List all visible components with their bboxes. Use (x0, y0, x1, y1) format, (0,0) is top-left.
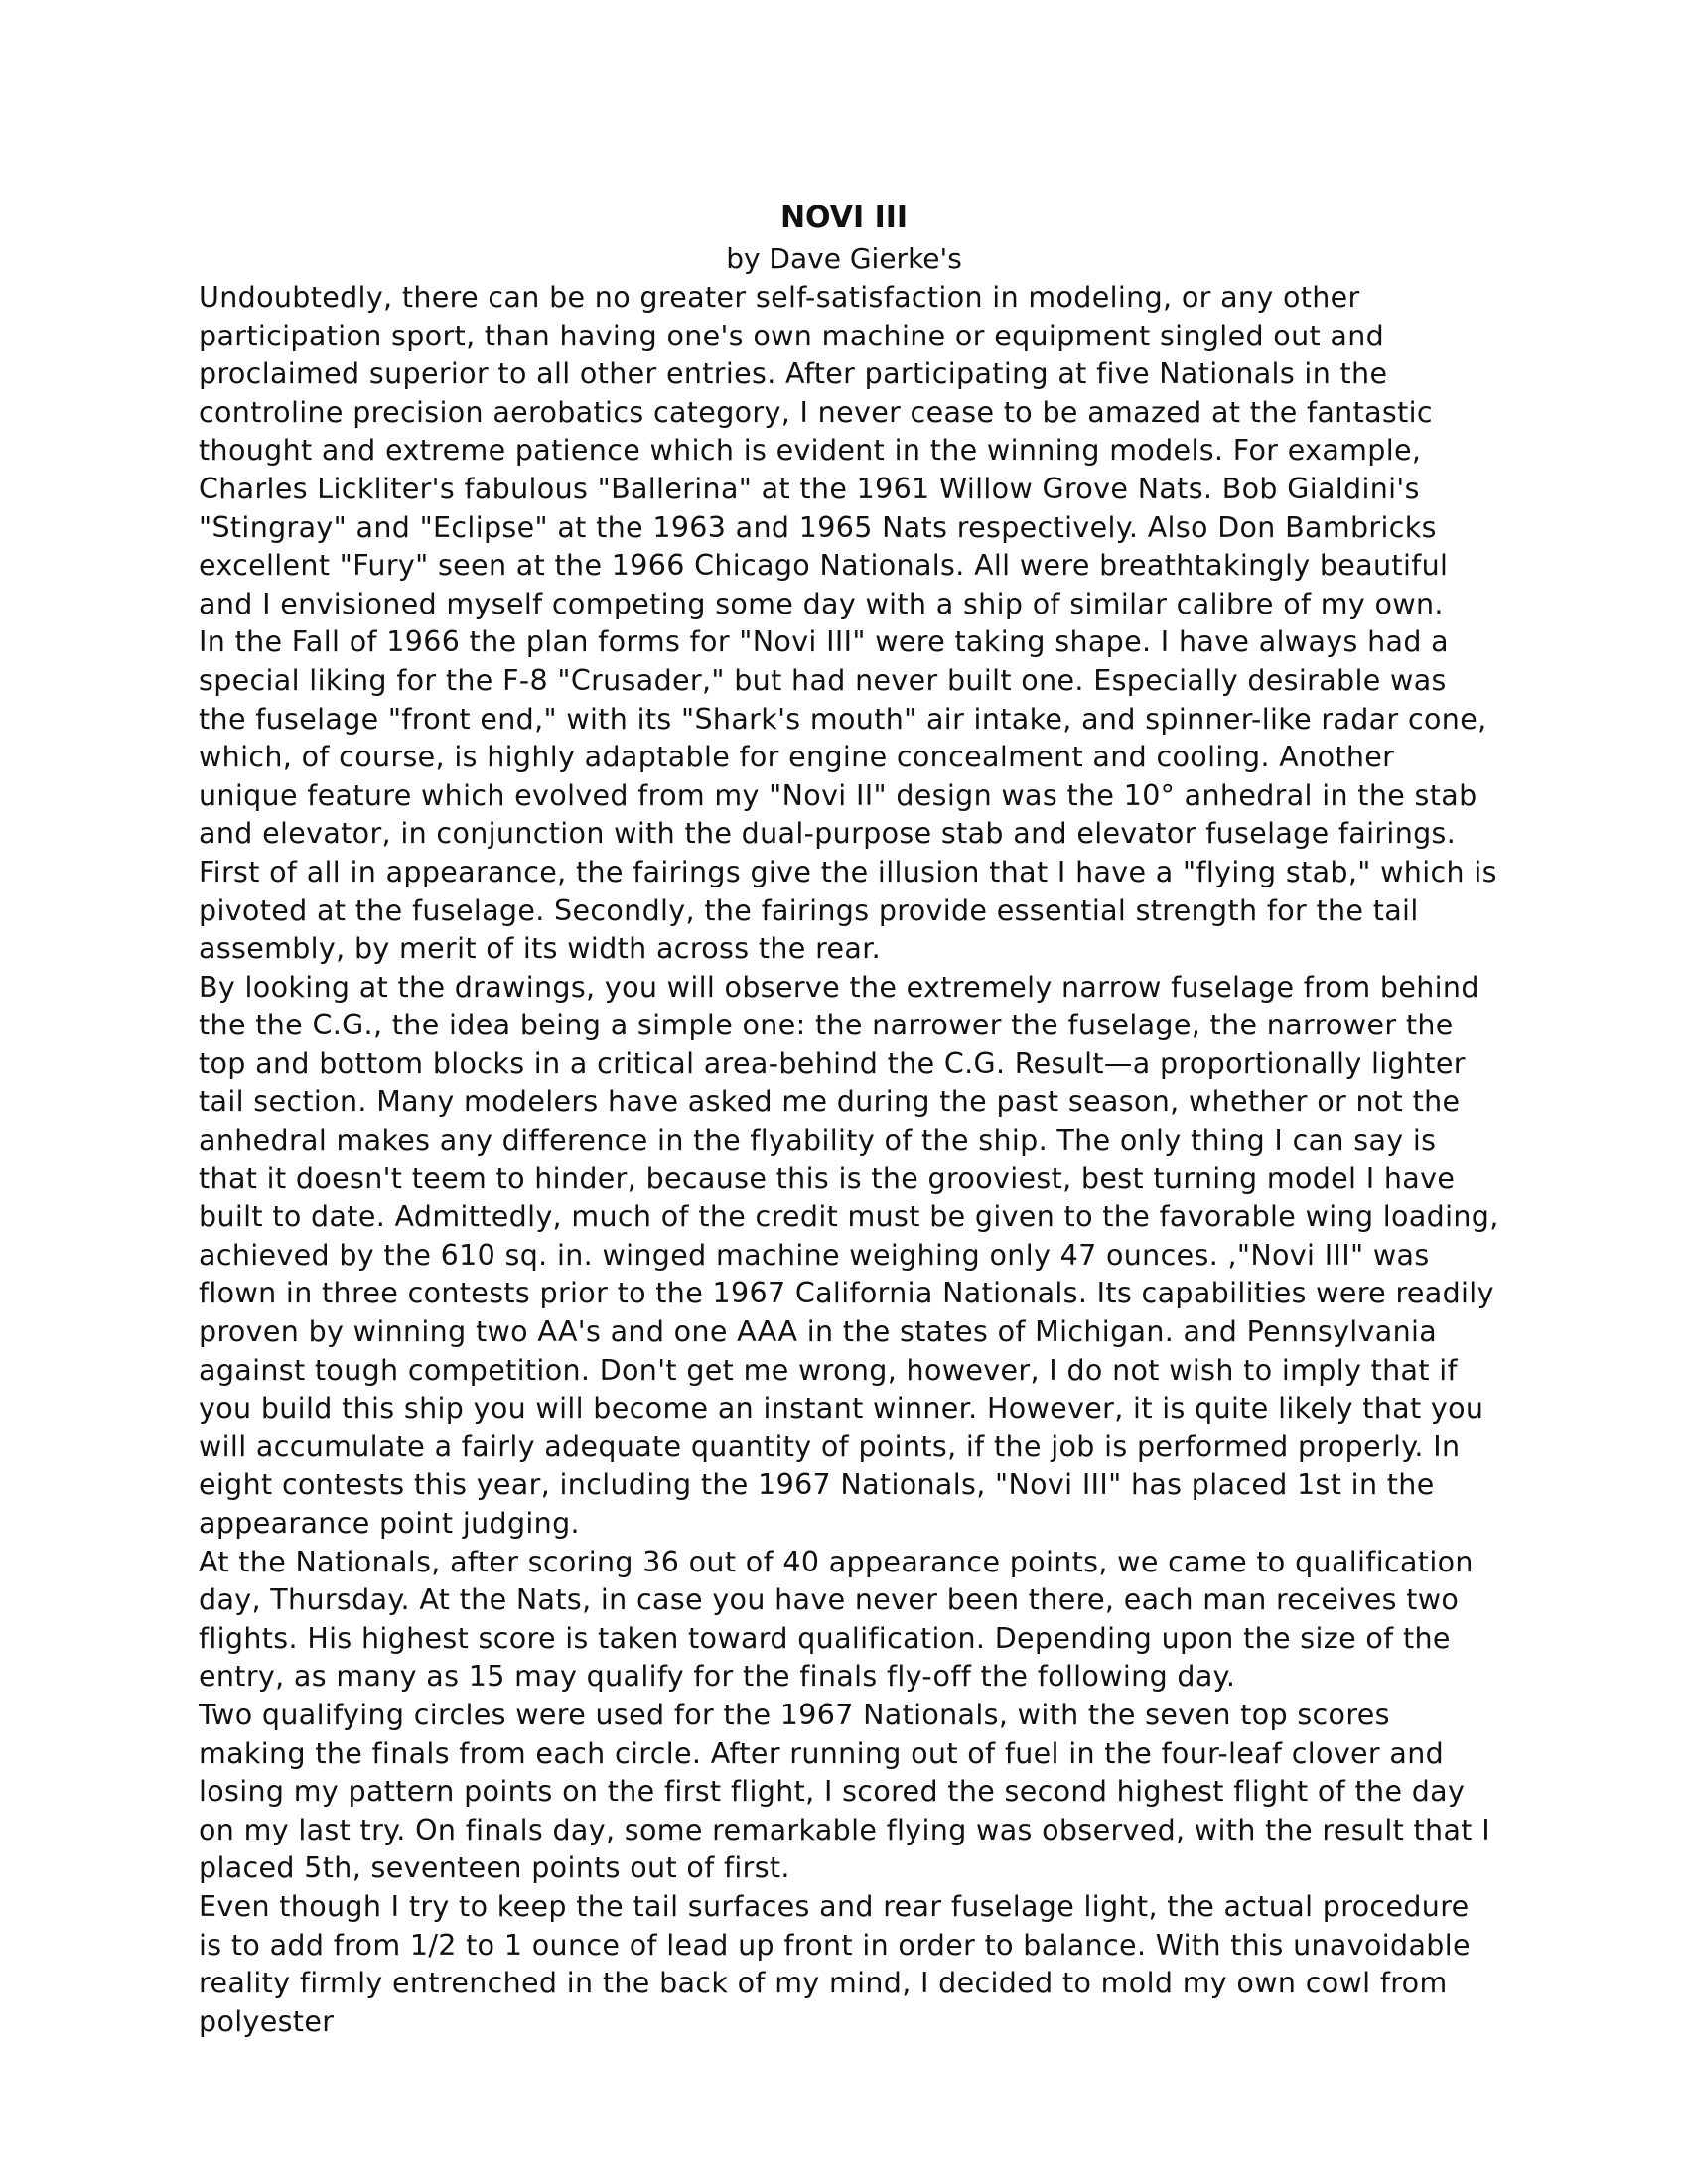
article-body (199, 279, 1499, 2041)
article-paragraph-4: At the Nationals, after scoring 36 out of 40 appearance points, we came to qualification day, Thursday. At the Nats, in case you have never been there, each man receives two flights. His highest score is taken toward qualification. Depending upon the size of the entry, as many as 15 may qualify for the finals fly-off the following day. (199, 1545, 1474, 1694)
article-paragraph-6: Even though I try to keep the tail surfaces and rear fuselage light, the actual procedure is to add from 1/2 to 1 ounce of lead up front in order to balance. With this unavoidable reality firmly entrenched in the back of my mind, I decided to mold my own cowl from polyester (199, 1889, 1471, 2038)
article-paragraph-1: Undoubtedly, there can be no greater self-satisfaction in modeling, or any other participation sport, than having one's own machine or equipment singled out and proclaimed superior to all other entries. After participating at five Nationals in the controline precision aerobatics category, I never cease to be amazed at the fantastic thought and extreme patience which is evident in the winning models. For example, Charles Lickliter's fabulous "Ballerina" at the 1961 Willow Grove Nats. Bob Gialdini's "Stingray" and "Eclipse" at the 1963 and 1965 Nats respectively. Also Don Bambricks excellent "Fury" seen at the 1966 Chicago Nationals. All were breathtakingly beautiful and I envisioned myself competing some day with a ship of similar calibre of my own. (199, 281, 1449, 620)
article-paragraph-3: By looking at the drawings, you will observe the extremely narrow fuselage from behind the the C.G., the idea being a simple one: the narrower the fuselage, the narrower the top and bottom blocks in a critical area-behind the C.G. Result—a proportionally lighter tail section. Many modelers have asked me during the past season, whether or not the anhedral makes any difference in the flyability of the ship. The only thing I can say is that it doesn't teem to hinder, because this is the grooviest, best turning model I have built to date. Admittedly, much of the credit must be given to the favorable wing loading, achieved by the 610 sq. in. winged machine weighing only 47 ounces. ,"Novi III" was flown in three contests prior to the 1967 California Nationals. Its capabilities were readily proven by winning two AA's and one AAA in the states of Michigan. and Pennsylvania against tough competition. Don't get me wrong, however, I do not wish to imply that if you build this ship you will become an instant winner. However, it is quite likely that you will accumulate a fairly adequate quantity of points, if the job is performed properly. In eight contests this year, including the 1967 Nationals, "Novi III" has placed 1st in the appearance point judging. (199, 970, 1499, 1540)
article-title: NOVI III (779, 201, 909, 235)
article-paragraph-2: In the Fall of 1966 the plan forms for "Novi III" were taking shape. I have always had a special liking for the F-8 "Crusader," but had never built one. Especially desirable was the fuselage "front end," with its "Shark's mouth" air intake, and spinner-like radar cone, which, of course, is highly adaptable for engine concealment and cooling. Another unique feature which evolved from my "Novi II" design was the 10° anhedral in the stab and elevator, in conjunction with the dual-purpose stab and elevator fuselage fairings. First of all in appearance, the fairings give the illusion that I have a "flying stab," which is pivoted at the fuselage. Secondly, the fairings provide essential strength for the tail assembly, by merit of its width across the rear. (199, 625, 1497, 966)
article-byline: by Dave Gierke's (726, 242, 962, 275)
article-paragraph-5: Two qualifying circles were used for the 1967 Nationals, with the seven top scores making the finals from each circle. After running out of fuel in the four-leaf clover and losing my pattern points on the first flight, I scored the second highest flight of the day on my last try. On finals day, some remarkable flying was observed, with the result that I placed 5th, seventeen points out of first. (199, 1698, 1490, 1885)
